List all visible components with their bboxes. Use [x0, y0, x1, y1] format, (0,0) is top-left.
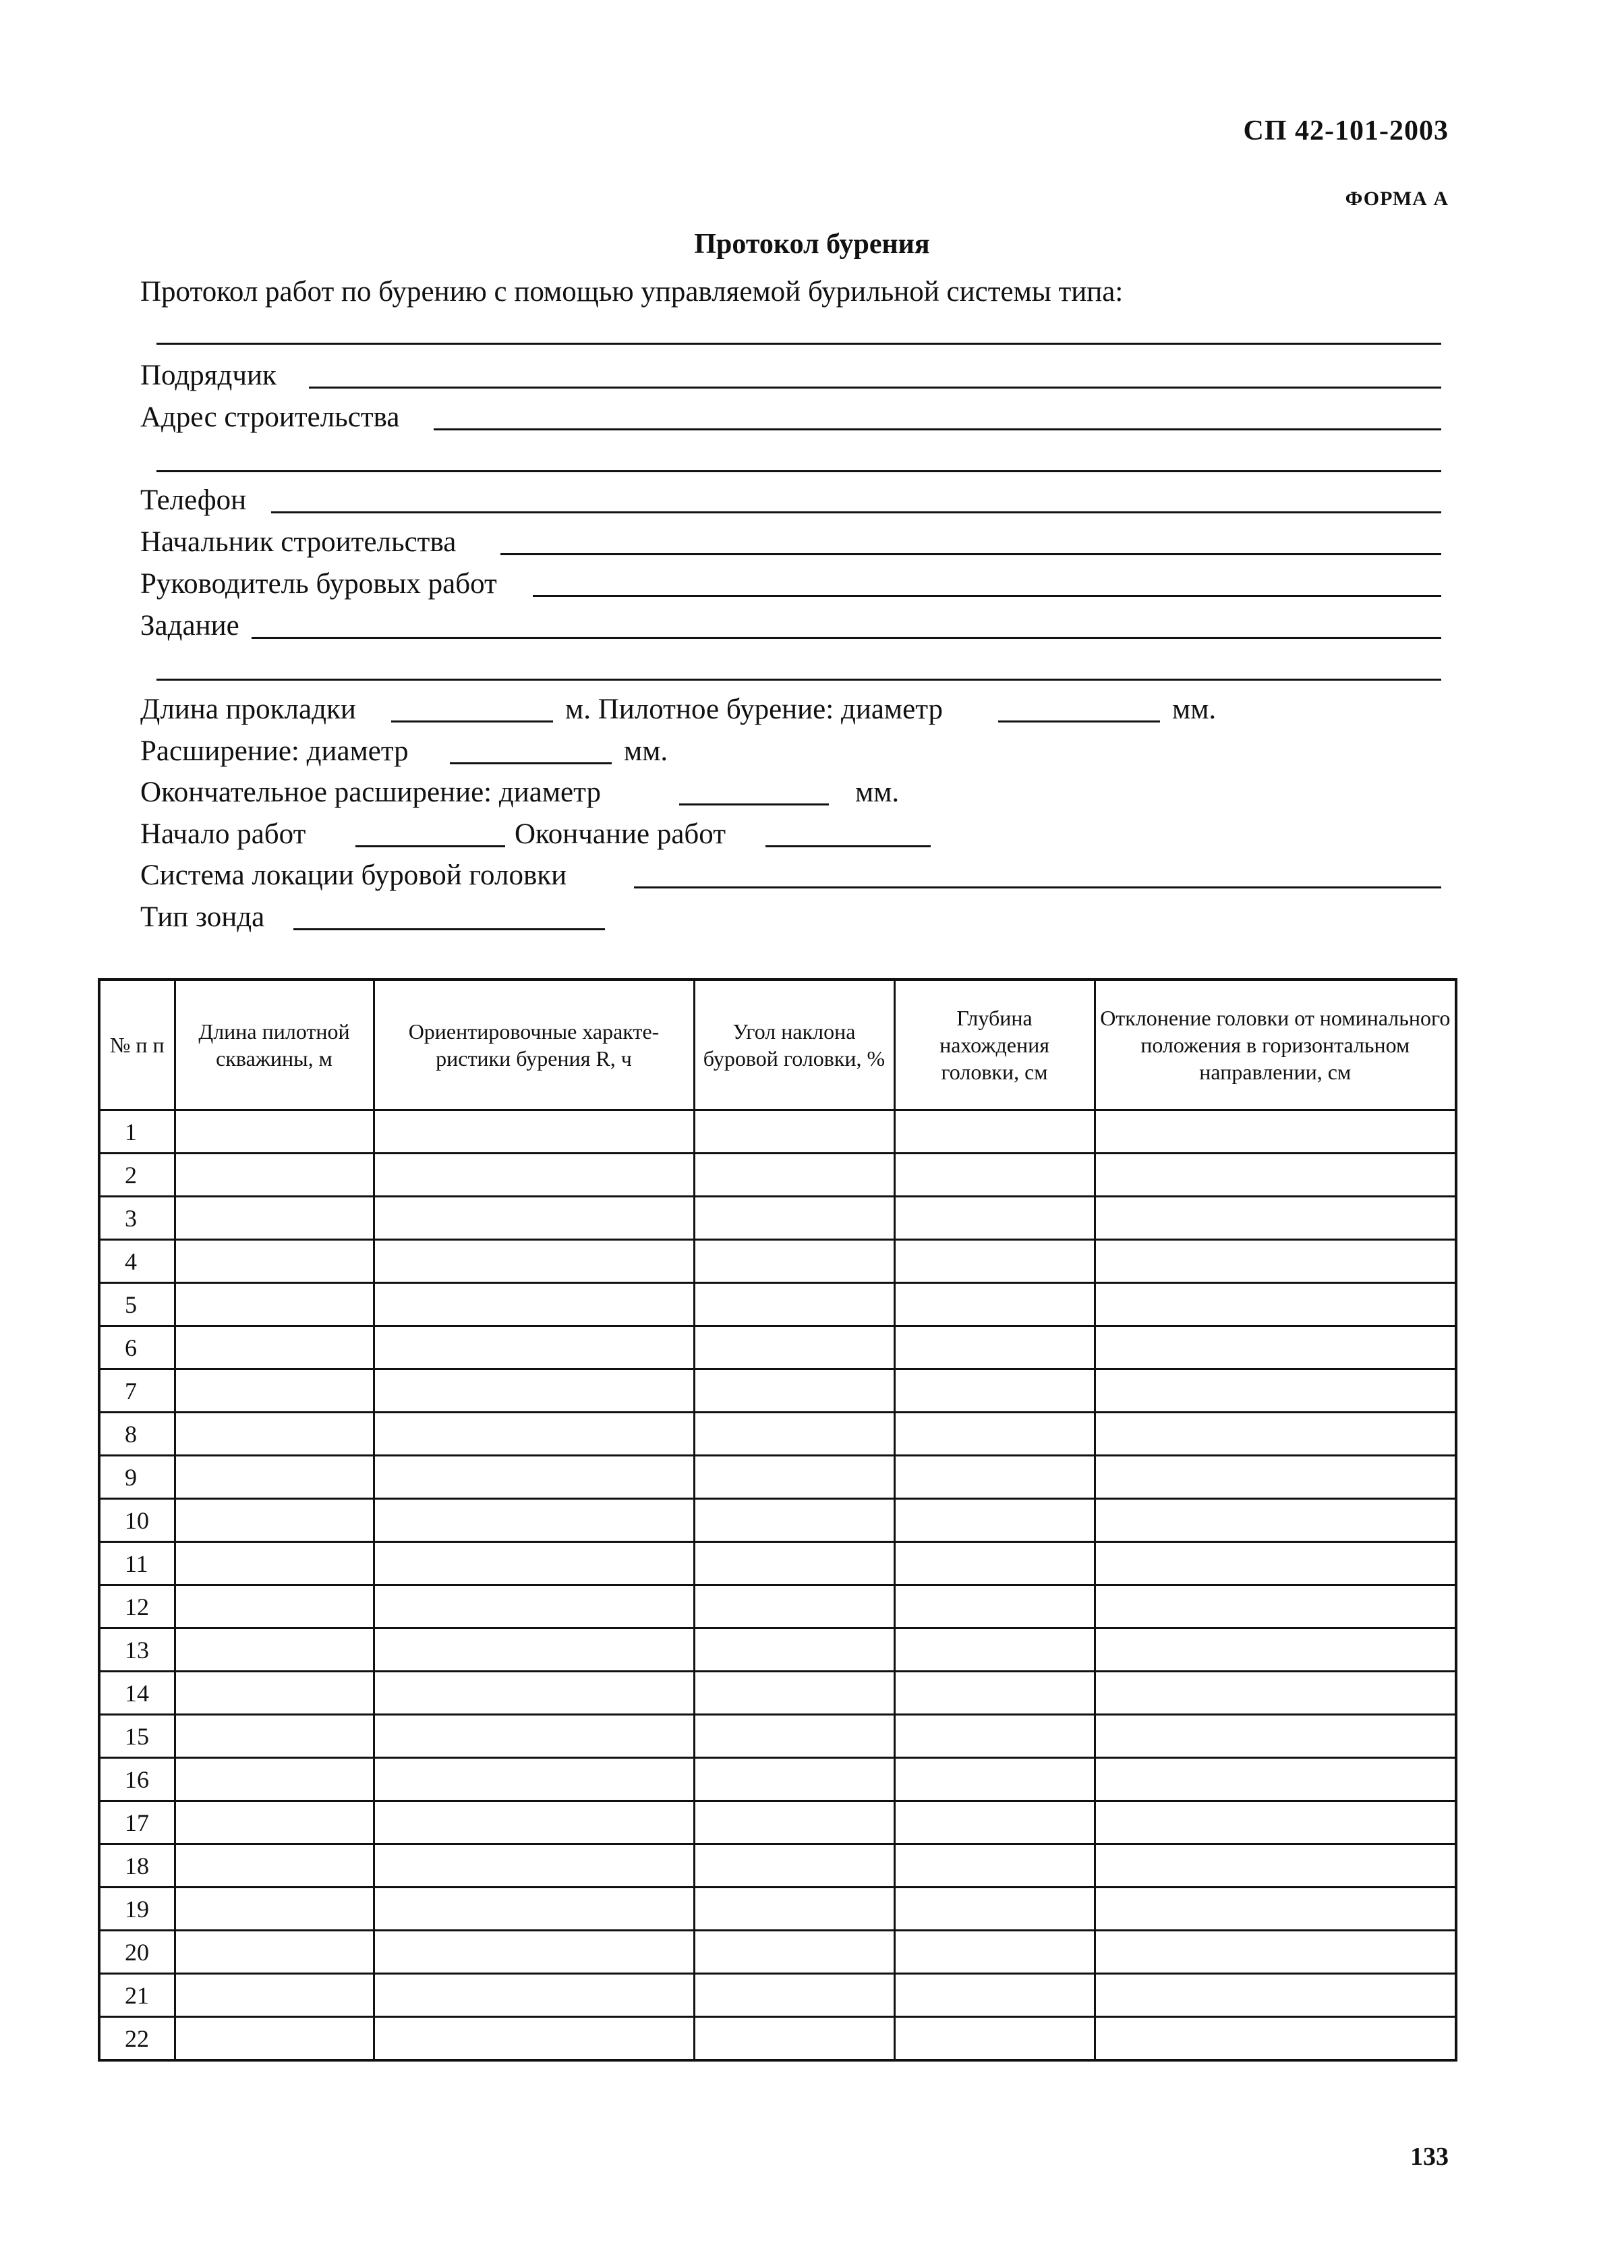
start-label: Начало работ	[140, 818, 306, 850]
table-cell[interactable]	[1095, 1499, 1456, 1542]
address-line[interactable]	[434, 428, 1441, 430]
table-cell[interactable]	[175, 1326, 374, 1369]
task-line-2[interactable]	[156, 679, 1441, 681]
table-cell[interactable]	[175, 1931, 374, 1974]
table-cell[interactable]	[175, 1369, 374, 1413]
intro-text: Протокол работ по бурению с помощью управляемой бурильной системы типа:	[140, 276, 1124, 308]
table-row	[99, 1931, 1456, 1974]
table-row	[99, 1240, 1456, 1283]
address-line-2[interactable]	[156, 470, 1441, 472]
table-cell[interactable]	[694, 1585, 894, 1628]
table-row	[99, 1672, 1456, 1715]
table-cell[interactable]	[1095, 2017, 1456, 2061]
table-cell[interactable]	[894, 1585, 1095, 1628]
table-cell[interactable]	[894, 1931, 1095, 1974]
table-row	[99, 1456, 1456, 1499]
final-expansion-label: Окончательное расширение: диаметр	[140, 776, 601, 808]
table-row	[99, 1542, 1456, 1585]
table-row	[99, 1110, 1456, 1154]
table-cell[interactable]	[175, 1413, 374, 1456]
table-row	[99, 1758, 1456, 1801]
table-cell[interactable]	[894, 1888, 1095, 1931]
row-number-cell: 14	[99, 1672, 175, 1715]
table-cell[interactable]	[894, 1715, 1095, 1758]
table-cell[interactable]	[374, 1758, 694, 1801]
table-cell[interactable]	[374, 1844, 694, 1888]
table-cell[interactable]	[1095, 1326, 1456, 1369]
table-body	[99, 1110, 1456, 2061]
table-cell[interactable]	[694, 1499, 894, 1542]
table-cell[interactable]	[374, 1672, 694, 1715]
end-line[interactable]	[765, 845, 931, 847]
table-cell[interactable]	[374, 1283, 694, 1326]
phone-line[interactable]	[271, 511, 1441, 513]
probe-label: Тип зонда	[140, 901, 265, 933]
table-cell[interactable]	[374, 1369, 694, 1413]
contractor-line[interactable]	[309, 387, 1441, 389]
table-cell[interactable]	[894, 1801, 1095, 1844]
table-cell[interactable]	[374, 2017, 694, 2061]
table-cell[interactable]	[694, 1628, 894, 1672]
final-expansion-unit: мм.	[855, 776, 900, 808]
length-line[interactable]	[391, 720, 553, 722]
col-header-head-angle: Угол наклона буровой головки, %	[694, 980, 894, 1110]
table-row	[99, 1715, 1456, 1758]
table-cell[interactable]	[374, 1326, 694, 1369]
table-cell[interactable]	[694, 1672, 894, 1715]
table-cell[interactable]	[374, 1154, 694, 1197]
table-cell[interactable]	[175, 1240, 374, 1283]
table-cell[interactable]	[694, 1715, 894, 1758]
table-cell[interactable]	[374, 1110, 694, 1154]
table-cell[interactable]	[374, 1974, 694, 2017]
table-cell[interactable]	[374, 1240, 694, 1283]
table-cell[interactable]	[1095, 1715, 1456, 1758]
row-number-cell: 4	[99, 1240, 175, 1283]
table-cell[interactable]	[374, 1499, 694, 1542]
table-cell[interactable]	[175, 1672, 374, 1715]
table-cell[interactable]	[374, 1413, 694, 1456]
phone-label: Телефон	[140, 484, 247, 516]
table-cell[interactable]	[374, 1888, 694, 1931]
table-cell[interactable]	[894, 1369, 1095, 1413]
row-number-cell: 10	[99, 1499, 175, 1542]
table-cell[interactable]	[175, 1283, 374, 1326]
pilot-diameter-label: м. Пилотное бурение: диаметр	[565, 693, 944, 725]
table-cell[interactable]	[694, 1888, 894, 1931]
table-cell[interactable]	[1095, 1413, 1456, 1456]
table-cell[interactable]	[374, 1197, 694, 1240]
table-cell[interactable]	[694, 1240, 894, 1283]
task-label: Задание	[140, 610, 239, 642]
table-cell[interactable]	[1095, 1542, 1456, 1585]
drilling-log-table	[98, 978, 1457, 2062]
table-cell[interactable]	[694, 1413, 894, 1456]
table-cell[interactable]	[694, 1326, 894, 1369]
table-cell[interactable]	[175, 1801, 374, 1844]
table-cell[interactable]	[894, 1240, 1095, 1283]
table-cell[interactable]	[894, 1844, 1095, 1888]
end-label: Окончание работ	[515, 818, 726, 850]
drilling-head-line[interactable]	[533, 595, 1441, 597]
table-cell[interactable]	[175, 1844, 374, 1888]
table-cell[interactable]	[175, 1585, 374, 1628]
table-cell[interactable]	[894, 1283, 1095, 1326]
table-cell[interactable]	[1095, 1628, 1456, 1672]
table-cell[interactable]	[374, 1715, 694, 1758]
table-cell[interactable]	[694, 1283, 894, 1326]
table-row	[99, 1413, 1456, 1456]
task-line[interactable]	[252, 637, 1441, 639]
length-label: Длина прокладки	[140, 693, 356, 725]
system-type-line[interactable]	[156, 343, 1441, 345]
table-cell[interactable]	[1095, 1585, 1456, 1628]
table-cell[interactable]	[175, 1197, 374, 1240]
table-cell[interactable]	[894, 1326, 1095, 1369]
table-cell[interactable]	[694, 1456, 894, 1499]
col-header-pilot-length: Длина пилотной скважины, м	[175, 980, 374, 1110]
expansion-unit: мм.	[624, 735, 668, 767]
address-label: Адрес строительства	[140, 401, 400, 433]
chief-line[interactable]	[500, 553, 1441, 555]
row-number-cell: 15	[99, 1715, 175, 1758]
table-cell[interactable]	[894, 1672, 1095, 1715]
table-row	[99, 1801, 1456, 1844]
table-cell[interactable]	[374, 1628, 694, 1672]
table-cell[interactable]	[894, 1974, 1095, 2017]
table-cell[interactable]	[894, 1499, 1095, 1542]
row-number-cell: 1	[99, 1110, 175, 1154]
row-number-cell: 18	[99, 1844, 175, 1888]
table-cell[interactable]	[374, 1801, 694, 1844]
table-cell[interactable]	[694, 1369, 894, 1413]
table-cell[interactable]	[1095, 1283, 1456, 1326]
row-number-cell: 19	[99, 1888, 175, 1931]
table-cell[interactable]	[1095, 1456, 1456, 1499]
table-row	[99, 1369, 1456, 1413]
table-cell[interactable]	[1095, 1197, 1456, 1240]
table-cell[interactable]	[175, 2017, 374, 2061]
table-cell[interactable]	[1095, 1110, 1456, 1154]
table-cell[interactable]	[1095, 1974, 1456, 2017]
table-row	[99, 2017, 1456, 2061]
table-row	[99, 1974, 1456, 2017]
table-row	[99, 1499, 1456, 1542]
table-cell[interactable]	[894, 1758, 1095, 1801]
col-header-drilling-characteristics: Ориентировочные характе- ристики бурения R, ч	[374, 980, 694, 1110]
table-cell[interactable]	[1095, 1369, 1456, 1413]
table-cell[interactable]	[175, 1628, 374, 1672]
table-cell[interactable]	[694, 1844, 894, 1888]
table-cell[interactable]	[175, 1974, 374, 2017]
table-row	[99, 1888, 1456, 1931]
table-cell[interactable]	[894, 1197, 1095, 1240]
final-expansion-line[interactable]	[679, 803, 829, 805]
table-header-row	[99, 980, 1456, 1110]
page-title: Протокол бурения	[694, 229, 930, 260]
pilot-unit: мм.	[1172, 693, 1217, 725]
table-cell[interactable]	[694, 1974, 894, 2017]
drilling-head-label: Руководитель буровых работ	[140, 568, 497, 600]
expansion-label: Расширение: диаметр	[140, 735, 409, 767]
row-number-cell: 8	[99, 1413, 175, 1456]
table-row	[99, 1154, 1456, 1197]
expansion-line[interactable]	[450, 762, 612, 764]
table-cell[interactable]	[1095, 1240, 1456, 1283]
chief-label: Начальник строительства	[140, 526, 457, 558]
table-cell[interactable]	[694, 1758, 894, 1801]
table-cell[interactable]	[175, 1110, 374, 1154]
table-cell[interactable]	[694, 1110, 894, 1154]
locator-line[interactable]	[634, 886, 1441, 888]
col-header-head-depth: Глубина нахождения головки, см	[894, 980, 1095, 1110]
table-cell[interactable]	[175, 1456, 374, 1499]
start-line[interactable]	[355, 845, 505, 847]
table-cell[interactable]	[175, 1758, 374, 1801]
table-cell[interactable]	[1095, 1758, 1456, 1801]
row-number-cell: 13	[99, 1628, 175, 1672]
table-cell[interactable]	[1095, 1888, 1456, 1931]
document-code: СП 42-101-2003	[1243, 115, 1449, 146]
table-cell[interactable]	[374, 1456, 694, 1499]
table-cell[interactable]	[1095, 1801, 1456, 1844]
table-row	[99, 1585, 1456, 1628]
table-cell[interactable]	[894, 1456, 1095, 1499]
table-cell[interactable]	[175, 1499, 374, 1542]
table-cell[interactable]	[694, 1801, 894, 1844]
table-cell[interactable]	[1095, 1931, 1456, 1974]
table-cell[interactable]	[1095, 1672, 1456, 1715]
row-number-cell: 3	[99, 1197, 175, 1240]
row-number-cell: 2	[99, 1154, 175, 1197]
col-header-number: № п п	[99, 980, 175, 1110]
table-cell[interactable]	[694, 1154, 894, 1197]
table-cell[interactable]	[1095, 1844, 1456, 1888]
table-cell[interactable]	[894, 1413, 1095, 1456]
table-row	[99, 1628, 1456, 1672]
drilling-log-table-wrap	[98, 978, 1455, 2062]
row-number-cell: 22	[99, 2017, 175, 2061]
row-number-cell: 6	[99, 1326, 175, 1369]
locator-label: Система локации буровой головки	[140, 859, 567, 891]
table-row	[99, 1197, 1456, 1240]
table-cell[interactable]	[374, 1542, 694, 1585]
table-cell[interactable]	[894, 1154, 1095, 1197]
table-row	[99, 1283, 1456, 1326]
table-cell[interactable]	[894, 1110, 1095, 1154]
table-cell[interactable]	[175, 1542, 374, 1585]
row-number-cell: 7	[99, 1369, 175, 1413]
table-cell[interactable]	[694, 1931, 894, 1974]
table-cell[interactable]	[694, 2017, 894, 2061]
row-number-cell: 16	[99, 1758, 175, 1801]
row-number-cell: 20	[99, 1931, 175, 1974]
table-row	[99, 1326, 1456, 1369]
form-label: ФОРМА А	[1345, 188, 1449, 210]
table-cell[interactable]	[374, 1931, 694, 1974]
table-row	[99, 1844, 1456, 1888]
table-cell[interactable]	[1095, 1154, 1456, 1197]
row-number-cell: 9	[99, 1456, 175, 1499]
col-header-horizontal-deviation: Отклонение головки от номинального положения в горизонтальном направлении, см	[1095, 980, 1456, 1110]
table-cell[interactable]	[694, 1542, 894, 1585]
probe-line[interactable]	[293, 928, 605, 930]
table-cell[interactable]	[894, 1542, 1095, 1585]
page-number: 133	[1410, 2143, 1449, 2171]
pilot-diameter-line[interactable]	[998, 720, 1160, 722]
row-number-cell: 5	[99, 1283, 175, 1326]
table-cell[interactable]	[175, 1888, 374, 1931]
row-number-cell: 12	[99, 1585, 175, 1628]
table-cell[interactable]	[694, 1197, 894, 1240]
table-cell[interactable]	[894, 2017, 1095, 2061]
row-number-cell: 11	[99, 1542, 175, 1585]
row-number-cell: 21	[99, 1974, 175, 2017]
table-cell[interactable]	[175, 1154, 374, 1197]
contractor-label: Подрядчик	[140, 360, 277, 391]
table-cell[interactable]	[175, 1715, 374, 1758]
table-cell[interactable]	[894, 1628, 1095, 1672]
row-number-cell: 17	[99, 1801, 175, 1844]
table-cell[interactable]	[374, 1585, 694, 1628]
